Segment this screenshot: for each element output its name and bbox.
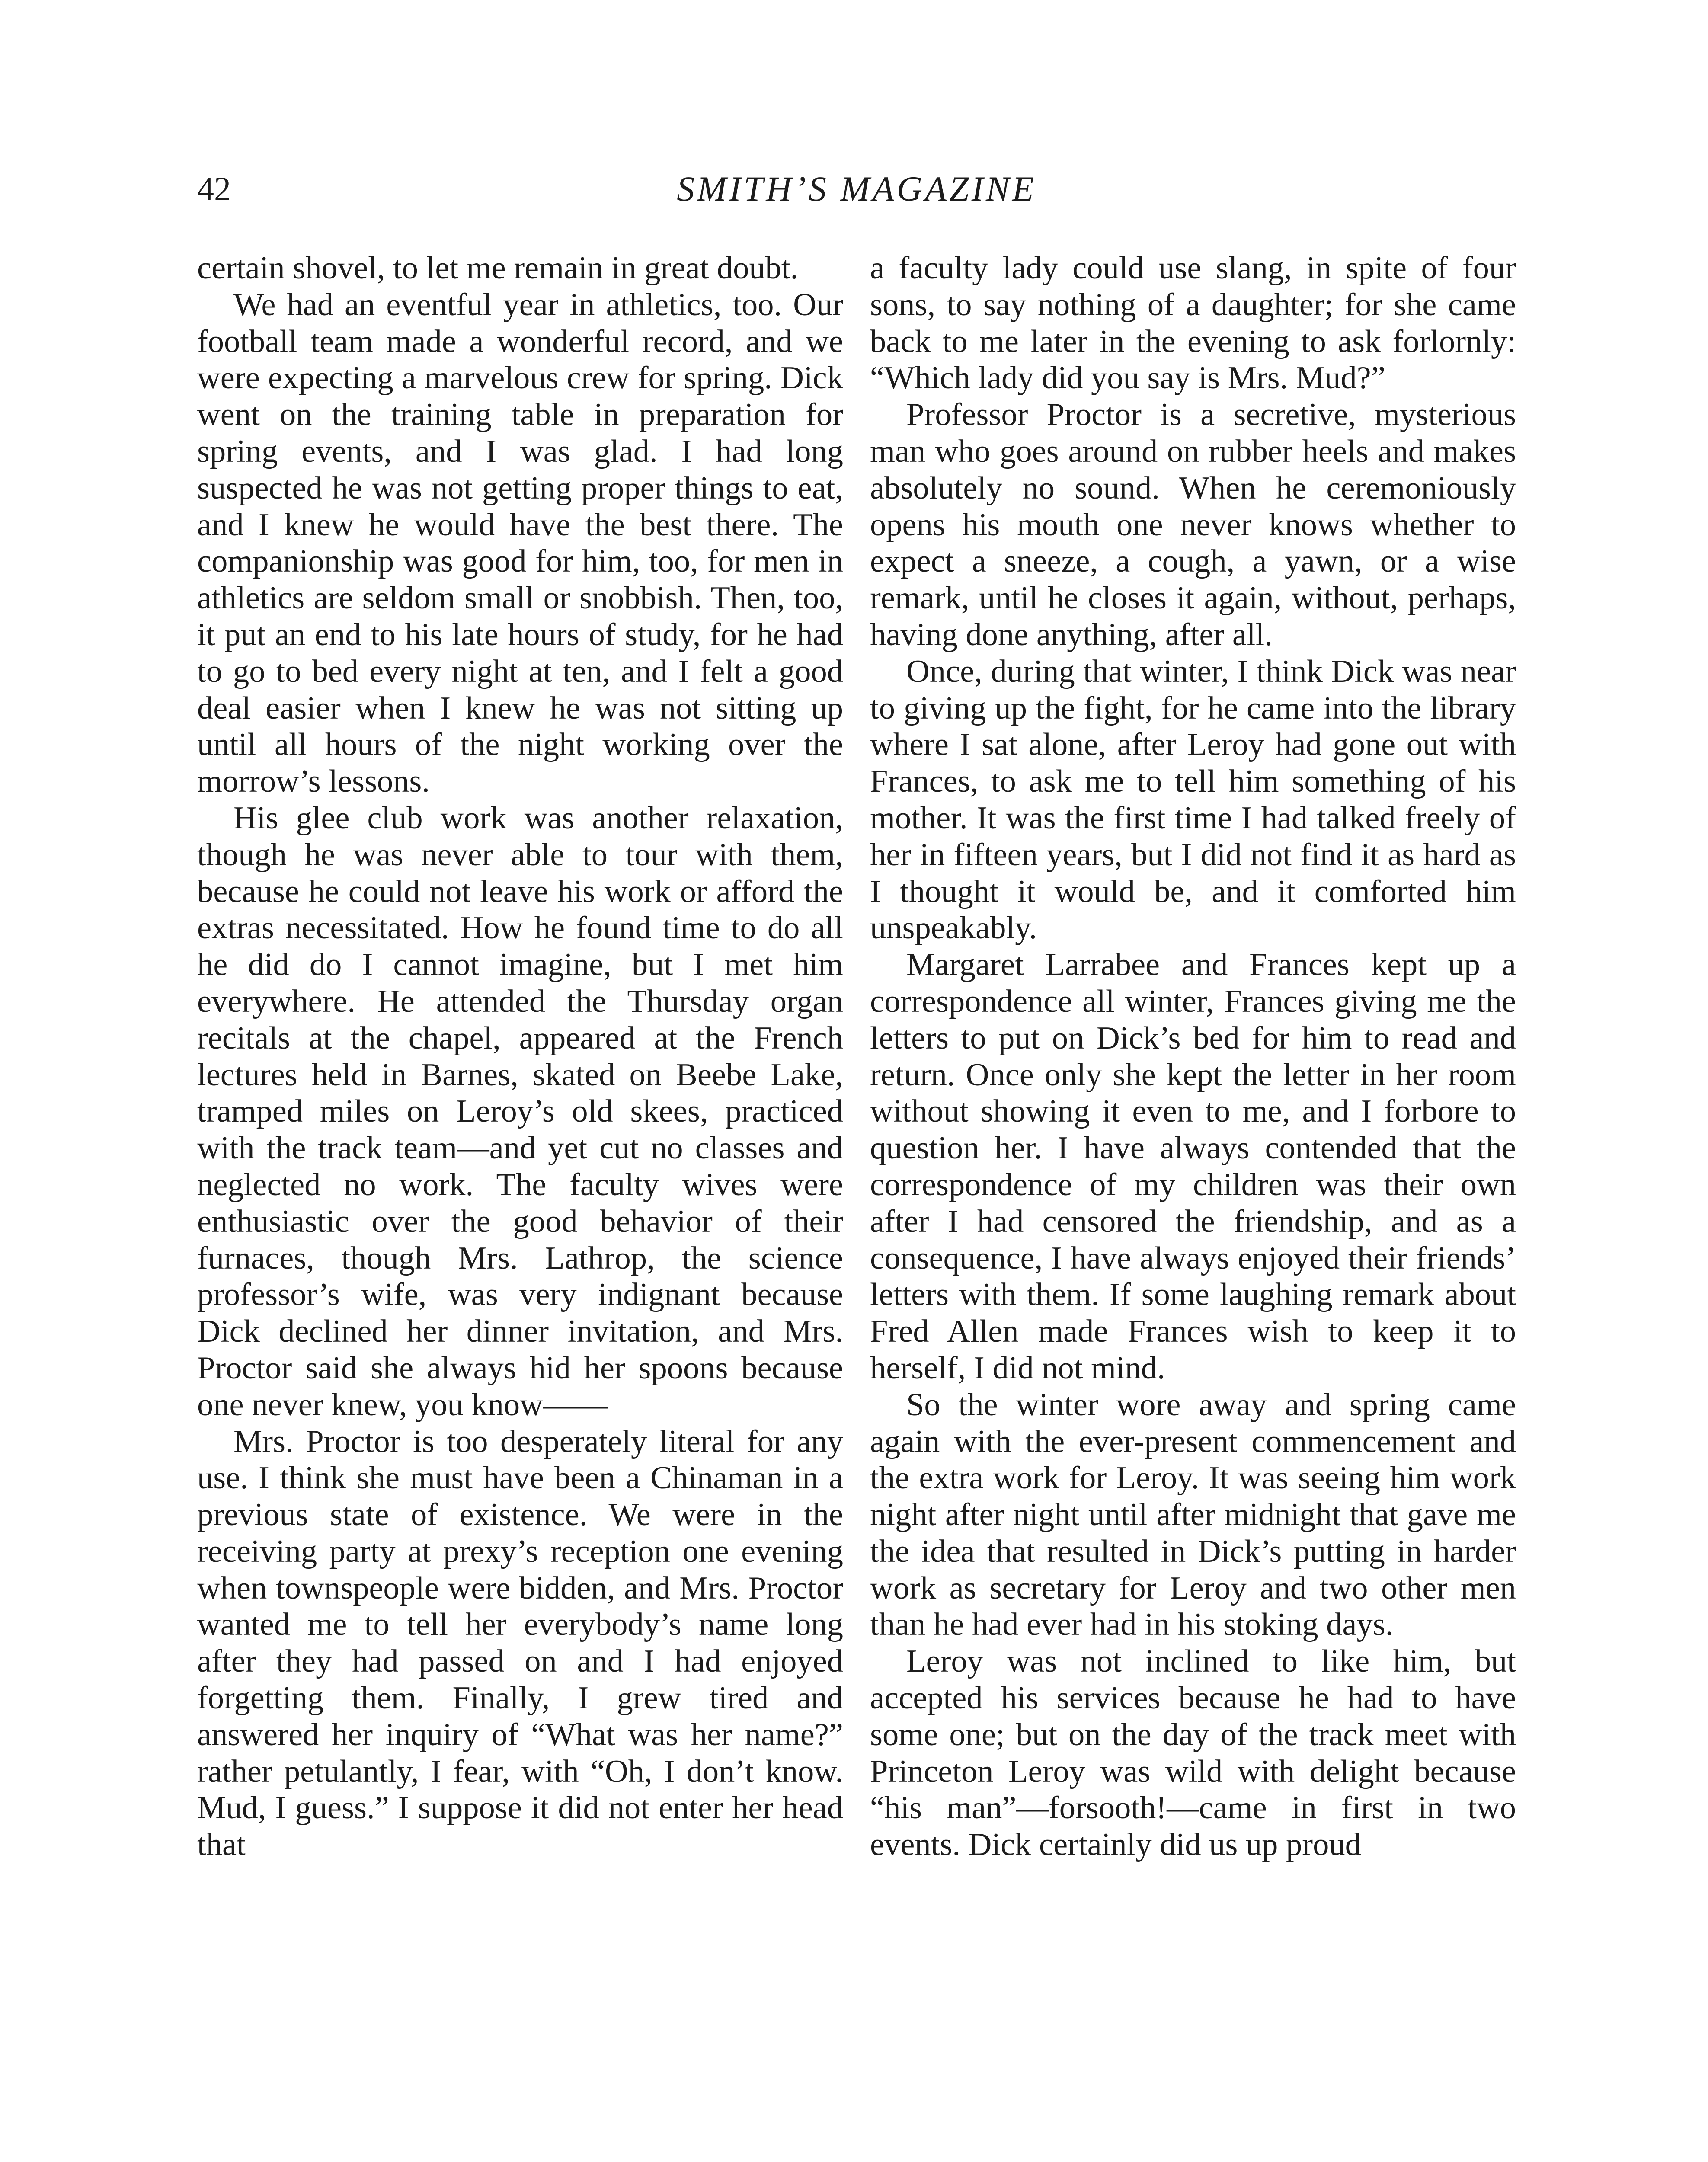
- paragraph: Leroy was not inclined to like him, but accepted his services because he had to have some one; but on the day of the track meet with Princeton Leroy was wild with delight because “his man”—forsooth!—came in first in two events. Dick certainly did us up proud: [870, 1644, 1516, 1863]
- paragraph: Once, during that winter, I think Dick was near to giving up the fight, for he came into the library where I sat alone, after Leroy had gone out with Frances, to ask me to tell him something of his mother. It was the first time I had talked freely of her in fifteen years, but I did not find it as hard as I thought it would be, and it comforted him unspeakably.: [870, 653, 1516, 946]
- paragraph: We had an eventful year in athletics, too. Our football team made a wonderful record, and we were expecting a marvelous crew for spring. Dick went on the training table in preparation for spring events, and I was glad. I had long suspected he was not getting proper things to eat, and I knew he would have the best there. The companionship was good for him, too, for men in athletics are seldom small or snobbish. Then, too, it put an end to his late hours of study, for he had to go to bed every night at ten, and I felt a good deal easier when I knew he was not sitting up until all hours of the night working over the morrow’s lessons.: [197, 287, 843, 800]
- paragraph: So the winter wore away and spring came again with the ever-present commencement and the extra work for Leroy. It was seeing him work night after night until after midnight that gave me the idea that resulted in Dick’s putting in harder work as secretary for Leroy and two other men than he had ever had in his stoking days.: [870, 1387, 1516, 1643]
- right-column: [870, 250, 1516, 1863]
- paragraph: a faculty lady could use slang, in spite of four sons, to say nothing of a daughter; for she came back to me later in the evening to ask forlornly: “Which lady did you say is Mrs. Mud?”: [870, 250, 1516, 396]
- paragraph: Professor Proctor is a secretive, mysterious man who goes around on rubber heels and makes absolutely no sound. When he ceremoniously opens his mouth one never knows whether to expect a sneeze, a cough, a yawn, or a wise remark, until he closes it again, without, perhaps, having done anything, after all.: [870, 397, 1516, 652]
- running-title: SMITH’S MAGAZINE: [677, 169, 1036, 208]
- paragraph: Margaret Larrabee and Frances kept up a correspondence all winter, Frances giving me the letters to put on Dick’s bed for him to read and return. Once only she kept the letter in her room without showing it even to me, and I forbore to question her. I have always contended that the correspondence of my children was their own after I had censored the friendship, and as a consequence, I have always enjoyed their friends’ letters with them. If some laughing remark about Fred Allen made Frances wish to keep it to herself, I did not mind.: [870, 947, 1516, 1386]
- paragraph: His glee club work was another relaxation, though he was never able to tour with them, because he could not leave his work or afford the extras necessitated. How he found time to do all he did do I cannot imagine, but I met him everywhere. He attended the Thursday organ recitals at the chapel, appeared at the French lectures held in Barnes, skated on Beebe Lake, tramped miles on Leroy’s old skees, practiced with the track team—and yet cut no classes and neglected no work. The faculty wives were enthusiastic over the good behavior of their furnaces, though Mrs. Lathrop, the science professor’s wife, was very indignant because Dick declined her dinner invitation, and Mrs. Proctor said she always hid her spoons because one never knew, you know——: [197, 800, 843, 1423]
- page-number: 42: [197, 170, 231, 208]
- page-header: [197, 165, 1516, 213]
- paragraph: certain shovel, to let me remain in great doubt.: [197, 250, 799, 286]
- paragraph: Mrs. Proctor is too desperately literal for any use. I think she must have been a Chinaman in a previous state of existence. We were in the receiving party at prexy’s reception one evening when townspeople were bidden, and Mrs. Proctor wanted me to tell her everybody’s name long after they had passed on and I had enjoyed forgetting them. Finally, I grew tired and answered her inquiry of “What was her name?” rather petulantly, I fear, with “Oh, I don’t know. Mud, I guess.” I suppose it did not enter her head that: [197, 1423, 843, 1863]
- left-column: [197, 250, 843, 1863]
